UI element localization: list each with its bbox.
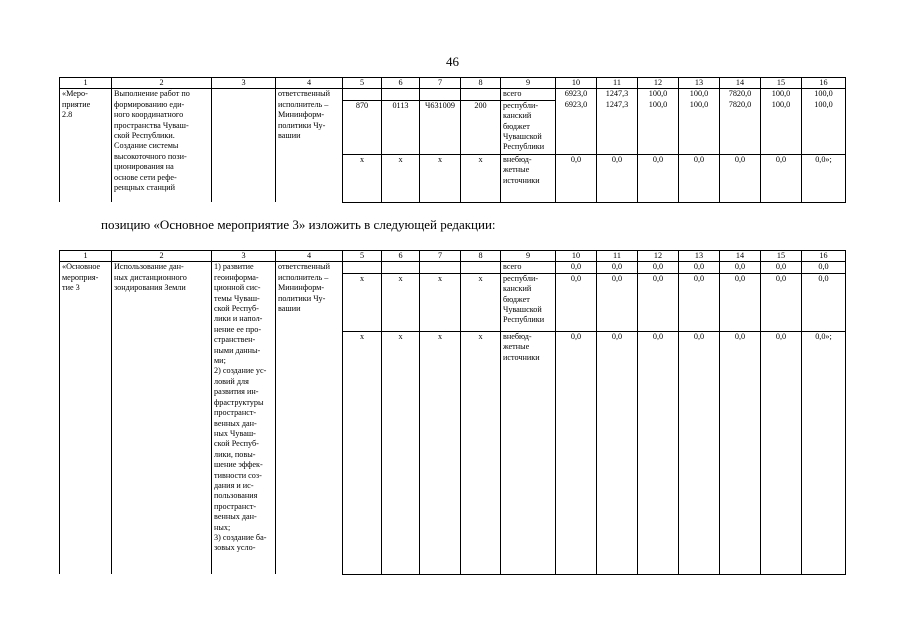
budget-table-main-measure-3	[59, 250, 846, 575]
section-code: х	[382, 273, 420, 331]
col-num: 6	[382, 251, 420, 262]
value-cell: 0,0	[720, 262, 761, 273]
col-num: 4	[276, 78, 343, 89]
column-number-row	[60, 251, 846, 262]
value-cell: 0,0	[761, 273, 802, 331]
value-cell: 0,0	[679, 331, 720, 574]
value-cell: 0,0	[556, 154, 597, 202]
col-num: 12	[638, 78, 679, 89]
value-cell: 100,0	[638, 89, 679, 100]
target-article-code	[420, 262, 461, 273]
value-cell: 7820,0	[720, 100, 761, 154]
expense-type-code	[461, 262, 501, 273]
value-cell: 0,0	[761, 262, 802, 273]
value-cell: 1247,3	[597, 89, 638, 100]
value-cell: 0,0	[638, 331, 679, 574]
value-cell: 100,0	[638, 100, 679, 154]
col-num: 16	[802, 78, 846, 89]
amendment-paragraph: позицию «Основное мероприятие 3» изложить в следующей редакции:	[101, 217, 496, 232]
value-cell: 0,0	[638, 154, 679, 202]
col-num: 13	[679, 78, 720, 89]
col-num: 14	[720, 251, 761, 262]
col-num: 1	[60, 78, 112, 89]
value-cell: 0,0	[638, 262, 679, 273]
funding-source: внебюд- жетные источники	[501, 154, 556, 202]
executor-cell: ответственный исполнитель – Мининформ- политики Чу- вашии	[276, 262, 343, 574]
column-number-row	[60, 78, 846, 89]
value-cell: 0,0	[720, 154, 761, 202]
value-cell: 0,0	[679, 262, 720, 273]
value-cell: 100,0	[802, 89, 846, 100]
value-cell: 7820,0	[720, 89, 761, 100]
col-num: 13	[679, 251, 720, 262]
value-cell: 100,0	[679, 89, 720, 100]
table-row	[60, 89, 846, 100]
section-code	[382, 262, 420, 273]
expense-type-code: х	[461, 273, 501, 331]
section-code: 0113	[382, 100, 420, 154]
col-num: 8	[461, 78, 501, 89]
funding-source: внебюд- жетные источники	[501, 331, 556, 574]
budget-table-measure-2-8	[59, 77, 846, 203]
expense-type-code	[461, 89, 501, 100]
target-article-code: х	[420, 154, 461, 202]
col-num: 9	[501, 78, 556, 89]
funding-source: республи- канский бюджет Чувашской Республики	[501, 100, 556, 154]
executor-cell: ответственный исполнитель – Мининформ- политики Чу- вашии	[276, 89, 343, 202]
value-cell: 100,0	[761, 89, 802, 100]
col-num: 15	[761, 78, 802, 89]
page-number: 46	[446, 54, 459, 69]
col-num: 15	[761, 251, 802, 262]
col-num: 8	[461, 251, 501, 262]
section-code: х	[382, 154, 420, 202]
grbs-code	[343, 89, 382, 100]
value-cell: 0,0	[597, 154, 638, 202]
table-row	[60, 262, 846, 273]
col-num: 12	[638, 251, 679, 262]
value-cell: 0,0»;	[802, 331, 846, 574]
value-cell: 0,0	[720, 331, 761, 574]
value-cell: 0,0	[597, 331, 638, 574]
funding-source: всего	[501, 262, 556, 273]
grbs-code: х	[343, 331, 382, 574]
value-cell: 0,0	[761, 331, 802, 574]
value-cell: 100,0	[802, 100, 846, 154]
funding-source: всего	[501, 89, 556, 100]
col-num: 7	[420, 251, 461, 262]
value-cell: 0,0	[556, 331, 597, 574]
expense-type-code: х	[461, 331, 501, 574]
value-cell: 0,0	[802, 273, 846, 331]
value-cell: 0,0	[556, 273, 597, 331]
value-cell: 0,0	[761, 154, 802, 202]
measure-name-cell: «Меро- приятие 2.8	[60, 89, 112, 202]
value-cell: 1247,3	[597, 100, 638, 154]
col-num: 11	[597, 78, 638, 89]
section-code	[382, 89, 420, 100]
col-num: 7	[420, 78, 461, 89]
section-code: х	[382, 331, 420, 574]
value-cell: 0,0	[679, 273, 720, 331]
goal-cell: 1) развитие геоинформа- ционной сис- темы Чуваш- ской Респуб- лики и напол- нение ее про- странствен- ными данны- ми; 2) создание ус- ловий для развития ин- фраструктуры пространст- венных дан- ных Чуваш- ской Респуб- лики, повы- шение эффек- тивности соз- дания и ис- пользования пространст- венных дан- ных; 3) создание ба- зовых усло-	[212, 262, 276, 574]
funding-source: республи- канский бюджет Чувашской Республики	[501, 273, 556, 331]
value-cell: 6923,0	[556, 89, 597, 100]
col-num: 3	[212, 78, 276, 89]
measure-name-cell: «Основное мероприя- тие 3	[60, 262, 112, 574]
col-num: 5	[343, 78, 382, 89]
col-num: 4	[276, 251, 343, 262]
expense-type-code: 200	[461, 100, 501, 154]
expense-type-code: х	[461, 154, 501, 202]
value-cell: 0,0	[720, 273, 761, 331]
col-num: 10	[556, 78, 597, 89]
value-cell: 100,0	[761, 100, 802, 154]
value-cell: 100,0	[679, 100, 720, 154]
grbs-code: х	[343, 273, 382, 331]
col-num: 3	[212, 251, 276, 262]
goal-cell	[212, 89, 276, 202]
col-num: 10	[556, 251, 597, 262]
col-num: 5	[343, 251, 382, 262]
target-article-code: х	[420, 273, 461, 331]
grbs-code: х	[343, 154, 382, 202]
col-num: 16	[802, 251, 846, 262]
grbs-code: 870	[343, 100, 382, 154]
value-cell: 0,0	[597, 262, 638, 273]
col-num: 6	[382, 78, 420, 89]
value-cell: 0,0»;	[802, 154, 846, 202]
measure-description-cell: Использование дан- ных дистанционного зондирования Земли	[112, 262, 212, 574]
value-cell: 0,0	[597, 273, 638, 331]
col-num: 9	[501, 251, 556, 262]
col-num: 14	[720, 78, 761, 89]
col-num: 2	[112, 78, 212, 89]
col-num: 1	[60, 251, 112, 262]
value-cell: 0,0	[556, 262, 597, 273]
target-article-code	[420, 89, 461, 100]
value-cell: 0,0	[802, 262, 846, 273]
grbs-code	[343, 262, 382, 273]
target-article-code: х	[420, 331, 461, 574]
value-cell: 6923,0	[556, 100, 597, 154]
col-num: 2	[112, 251, 212, 262]
measure-description-cell: Выполнение работ по формированию еди- ного координатного пространства Чуваш- ской Республики. Создание системы высокоточного пози- ционирования на основе сети рефе- ренцных станций	[112, 89, 212, 202]
value-cell: 0,0	[638, 273, 679, 331]
target-article-code: Ч631009	[420, 100, 461, 154]
col-num: 11	[597, 251, 638, 262]
value-cell: 0,0	[679, 154, 720, 202]
